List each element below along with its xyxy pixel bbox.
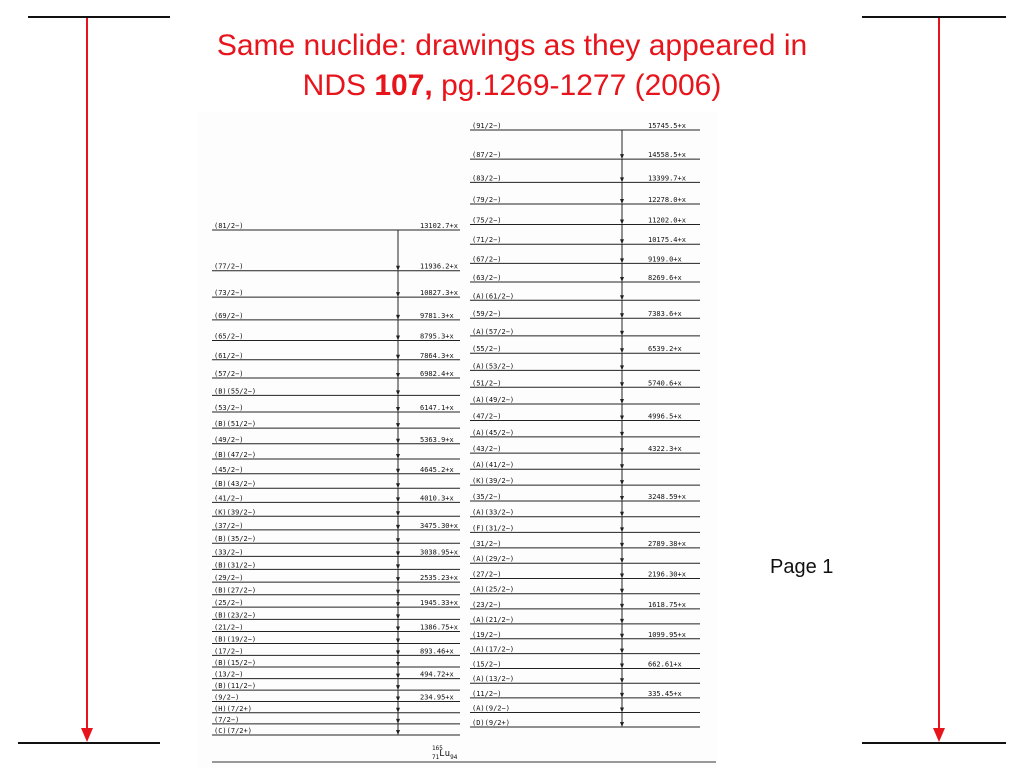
title-line-2-suffix: pg.1269-1277 (2006) <box>432 69 722 102</box>
level-energy-label: 6982.4+x <box>420 369 454 378</box>
level-spin-label: (A)(21/2−) <box>472 615 515 624</box>
level-energy-label: 1099.95+x <box>648 630 686 639</box>
level-energy-label: 8795.3+x <box>420 332 454 341</box>
level-spin-label: (A)(41/2−) <box>472 461 515 470</box>
level-spin-label: (37/2−) <box>214 521 244 530</box>
level-spin-label: (B)(27/2−) <box>214 586 257 595</box>
level-spin-label: (79/2−) <box>472 195 502 204</box>
level-energy-label: 13399.7+x <box>648 174 686 183</box>
level-energy-label: 6147.1+x <box>420 404 454 413</box>
level-energy-label: 2535.23+x <box>420 574 458 583</box>
level-energy-label: 11936.2+x <box>420 262 458 271</box>
level-spin-label: (17/2−) <box>214 647 244 656</box>
level-spin-label: (69/2−) <box>214 311 244 320</box>
nucleus-z: 71 <box>432 754 440 761</box>
level-spin-label: (A)(29/2−) <box>472 555 515 564</box>
level-spin-label: (B)(31/2−) <box>214 561 257 570</box>
level-energy-label: 4322.3+x <box>648 445 682 454</box>
level-energy-label: 234.95+x <box>420 693 454 702</box>
nucleus-symbol: Lu <box>439 749 451 759</box>
title-volume: 107, <box>374 69 433 102</box>
title-line-2-prefix: NDS <box>302 69 375 102</box>
level-energy-label: 494.72+x <box>420 670 454 679</box>
level-spin-label: (B)(23/2−) <box>214 611 257 620</box>
level-spin-label: (61/2−) <box>214 351 244 360</box>
level-spin-label: (H)(7/2+) <box>214 704 252 713</box>
level-spin-label: (49/2−) <box>214 435 244 444</box>
level-spin-label: (67/2−) <box>472 255 502 264</box>
level-energy-label: 3038.95+x <box>420 548 458 557</box>
level-spin-label: (C)(7/2+) <box>214 727 252 735</box>
level-spin-label: (57/2−) <box>214 369 244 378</box>
level-spin-label: (A)(25/2−) <box>472 585 515 594</box>
level-energy-label: 9781.3+x <box>420 311 454 320</box>
level-spin-label: (43/2−) <box>472 445 502 454</box>
level-spin-label: (75/2−) <box>472 216 502 225</box>
level-spin-label: (A)(45/2−) <box>472 428 515 437</box>
title-line-1: Same nuclide: drawings as they appeared in <box>216 29 808 62</box>
level-energy-label: 3475.30+x <box>420 521 458 530</box>
level-spin-label: (91/2−) <box>472 122 502 130</box>
nucleus-n: 94 <box>450 754 458 761</box>
level-spin-label: (A)(13/2−) <box>472 675 515 684</box>
level-spin-label: (65/2−) <box>214 332 244 341</box>
level-energy-label: 14558.5+x <box>648 151 686 160</box>
level-energy-label: 8269.6+x <box>648 274 682 283</box>
level-spin-label: (11/2−) <box>472 689 502 698</box>
level-spin-label: (A)(49/2−) <box>472 395 515 404</box>
level-energy-label: 5363.9+x <box>420 435 454 444</box>
level-spin-label: (A)(33/2−) <box>472 508 515 517</box>
level-energy-label: 4996.5+x <box>648 412 682 421</box>
level-spin-label: (41/2−) <box>214 494 244 503</box>
level-energy-label: 4010.3+x <box>420 494 454 503</box>
level-spin-label: (27/2−) <box>472 570 502 579</box>
level-spin-label: (31/2−) <box>472 539 502 548</box>
level-energy-label: 15745.5+x <box>648 122 686 130</box>
level-energy-label: 3248.59+x <box>648 493 686 502</box>
level-energy-label: 10175.4+x <box>648 236 686 245</box>
level-energy-label: 13102.7+x <box>420 222 458 230</box>
level-energy-label: 893.46+x <box>420 647 454 656</box>
level-spin-label: (23/2−) <box>472 600 502 609</box>
level-spin-label: (77/2−) <box>214 262 244 271</box>
level-energy-label: 2196.30+x <box>648 570 686 579</box>
level-spin-label: (D)(9/2+) <box>472 719 510 727</box>
level-energy-label: 4645.2+x <box>420 465 454 474</box>
level-energy-label: 5740.6+x <box>648 379 682 388</box>
level-spin-label: (87/2−) <box>472 151 502 160</box>
level-spin-label: (K)(39/2−) <box>214 508 257 517</box>
level-spin-label: (A)(9/2−) <box>472 704 510 713</box>
level-spin-label: (29/2−) <box>214 574 244 583</box>
level-spin-label: (51/2−) <box>472 379 502 388</box>
level-spin-label: (83/2−) <box>472 174 502 183</box>
level-energy-label: 335.45+x <box>648 689 682 698</box>
level-spin-label: (B)(51/2−) <box>214 420 257 429</box>
level-spin-label: (59/2−) <box>472 310 502 319</box>
level-spin-label: (19/2−) <box>472 630 502 639</box>
level-spin-label: (63/2−) <box>472 274 502 283</box>
level-spin-label: (A)(53/2−) <box>472 362 515 371</box>
level-spin-label: (7/2−) <box>214 715 240 724</box>
level-spin-label: (9/2−) <box>214 693 240 702</box>
level-spin-label: (B)(55/2−) <box>214 387 257 396</box>
level-energy-label: 6539.2+x <box>648 345 682 354</box>
level-spin-label: (A)(61/2−) <box>472 292 515 301</box>
level-spin-label: (B)(11/2−) <box>214 682 257 691</box>
level-energy-label: 10827.3+x <box>420 289 458 298</box>
level-spin-label: (B)(35/2−) <box>214 535 257 544</box>
page-label: Page 1 <box>770 556 834 578</box>
level-spin-label: (45/2−) <box>214 465 244 474</box>
level-energy-label: 7383.6+x <box>648 310 682 319</box>
level-spin-label: (73/2−) <box>214 289 244 298</box>
level-spin-label: (81/2−) <box>214 222 244 230</box>
level-energy-label: 11202.0+x <box>648 216 686 225</box>
level-energy-label: 9199.0+x <box>648 255 682 264</box>
level-spin-label: (B)(43/2−) <box>214 480 257 489</box>
level-spin-label: (33/2−) <box>214 548 244 557</box>
level-spin-label: (13/2−) <box>214 670 244 679</box>
level-energy-label: 1618.75+x <box>648 600 686 609</box>
level-spin-label: (55/2−) <box>472 345 502 354</box>
level-spin-label: (A)(57/2−) <box>472 327 515 336</box>
level-spin-label: (15/2−) <box>472 660 502 669</box>
level-spin-label: (A)(17/2−) <box>472 645 515 654</box>
level-energy-label: 662.61+x <box>648 660 682 669</box>
level-spin-label: (25/2−) <box>214 599 244 608</box>
level-spin-label: (21/2−) <box>214 623 244 632</box>
level-energy-label: 1386.75+x <box>420 623 458 632</box>
level-energy-label: 12278.0+x <box>648 195 686 204</box>
level-spin-label: (71/2−) <box>472 236 502 245</box>
level-spin-label: (B)(15/2−) <box>214 659 257 668</box>
level-spin-label: (47/2−) <box>472 412 502 421</box>
level-spin-label: (B)(19/2−) <box>214 635 257 644</box>
level-energy-label: 2789.38+x <box>648 539 686 548</box>
scheme-background <box>197 112 717 768</box>
level-spin-label: (B)(47/2−) <box>214 450 257 459</box>
level-spin-label: (F)(31/2−) <box>472 524 515 533</box>
level-spin-label: (35/2−) <box>472 493 502 502</box>
nucleus-mass: 165 <box>432 745 443 752</box>
level-energy-label: 7864.3+x <box>420 351 454 360</box>
level-spin-label: (53/2−) <box>214 404 244 413</box>
level-spin-label: (K)(39/2−) <box>472 477 515 486</box>
level-energy-label: 1945.33+x <box>420 599 458 608</box>
